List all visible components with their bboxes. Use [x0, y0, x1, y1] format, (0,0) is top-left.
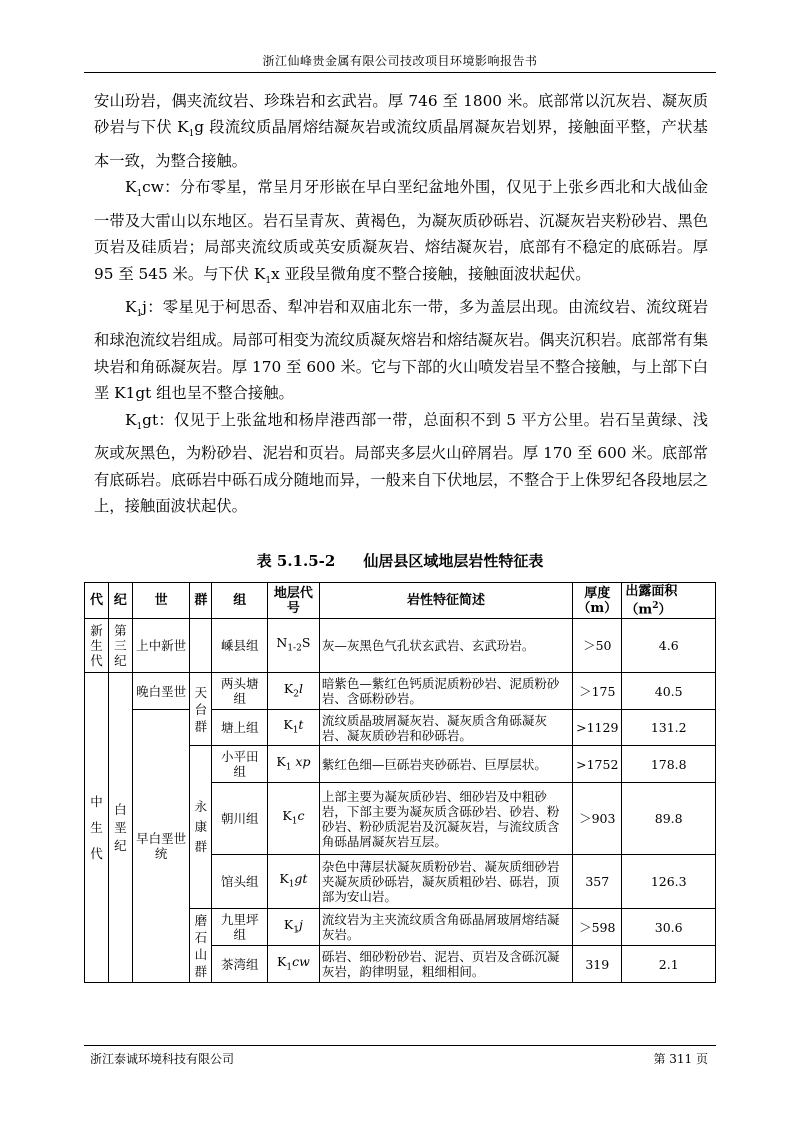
formation-area: 89.8: [622, 783, 716, 855]
formation-code: $K_1j$: [267, 909, 319, 946]
formation-area: 40.5: [622, 673, 716, 710]
formation-code: $K_1cw$: [267, 946, 319, 983]
formation-area: 30.6: [622, 909, 716, 946]
formation-name: 朝川组: [212, 783, 268, 855]
group-tiantai: 天台群: [190, 673, 212, 746]
formation-thickness: 319: [573, 946, 622, 983]
paragraph: $K_1j$：零星见于柯思岙、犁冲岩和双庙北东一带，多为盖层出现。由流纹岩、流纹斑岩和球泡流纹岩组成。局部可相变为流纹质凝灰熔岩和熔结凝灰岩。偶夹沉积岩。底部常有集块岩和角砾凝灰岩。厚 170 至 600 米。它与下部的火山喷发岩呈不整合接触，与上部下白垩 K1gt 组也呈不整合接触。: [94, 297, 708, 403]
era-mesozoic: 中生代: [85, 673, 109, 983]
period-cretaceous: 白垩纪: [108, 673, 132, 983]
formation-code: $K_1t$: [267, 710, 319, 746]
formation-description: 流纹质晶玻屑凝灰岩、凝灰质含角砾凝灰岩、凝灰质砂岩和砂砾岩。: [319, 710, 572, 746]
group-moshishan: 磨石山群: [190, 909, 212, 983]
group-empty: [190, 619, 212, 673]
formation-description: 灰—灰黑色气孔状玄武岩、玄武玢岩。: [319, 619, 572, 673]
paragraph: $K_1cw$：分布零星，常呈月牙形嵌在早白垩纪盆地外围，仅见于上张乡西北和大战仙金一带及大雷山以东地区。岩石呈青灰、黄褐色，为凝灰质砂砾岩、沉凝灰岩夹粉砂岩、黑色页岩及硅质岩；局部夹流纹质或英安质凝灰岩、熔结凝灰岩，底部有不稳定的底砾岩。厚 95 至 545 米。与下伏 $K_1x$ 亚段呈微角度不整合接触，接触面波状起伏。: [94, 178, 708, 286]
table-caption-title: 仙居县区域地层岩性特征表: [363, 552, 544, 570]
formation-code: $K_1gt$: [267, 855, 319, 909]
formation-name: 塘上组: [212, 710, 268, 746]
table-header-row: [85, 583, 716, 619]
formation-description: 砾岩、细砂粉砂岩、泥岩、页岩及含砾沉凝灰岩，韵律明显，粗细相间。: [319, 946, 572, 983]
body-text: [94, 88, 708, 519]
formation-area: 178.8: [622, 746, 716, 783]
header-desc: 岩性特征简述: [319, 583, 572, 619]
formation-area: 131.2: [622, 710, 716, 746]
table-caption: [84, 550, 716, 571]
formation-description: 杂色中薄层状凝灰质粉砂岩、凝灰质细砂岩夹凝灰质砂砾岩，凝灰质粗砂岩、砾岩，顶部为安山岩。: [319, 855, 572, 909]
formation-code: $K_2l$: [267, 673, 319, 710]
formation-thickness: ＞598: [573, 909, 622, 946]
header-ji: 纪: [108, 583, 132, 619]
formation-description: 紫红色细—巨砾岩夹砂砾岩、巨厚层状。: [319, 746, 572, 783]
footer-company: 浙江泰诚环境科技有限公司: [90, 1052, 235, 1066]
page-number: 第 311 页: [653, 1052, 708, 1066]
paragraph: 安山玢岩，偶夹流纹岩、珍珠岩和玄武岩。厚 746 至 1800 米。底部常以沉灰岩、凝灰质砂岩与下伏 $K_1g$ 段流纹质晶屑熔结凝灰岩或流纹质晶屑凝灰岩划界，接触面平整，产状基本一致，为整合接触。: [94, 92, 708, 170]
formation-name: 九里坪组: [212, 909, 268, 946]
formation-area: 2.1: [622, 946, 716, 983]
header-shi: 世: [132, 583, 190, 619]
period-tertiary: 第三纪: [108, 619, 132, 673]
formation-code: $K_1c$: [267, 783, 319, 855]
header-qun: 群: [190, 583, 212, 619]
formation-thickness: ＞903: [573, 783, 622, 855]
header-divider: [84, 72, 716, 73]
header-dai: 代: [85, 583, 109, 619]
epoch-early-cretaceous: 早白垩世统: [132, 710, 190, 983]
strata-table: [84, 582, 716, 983]
epoch-late-cretaceous: 晚白垩世: [132, 673, 190, 710]
header-area: 出露面积$(m^2)$: [622, 583, 716, 619]
formation-thickness: >1129: [573, 710, 622, 746]
table-row: [85, 619, 716, 673]
formation-code: $N_{1-2}S$: [267, 619, 319, 673]
formation-thickness: >1752: [573, 746, 622, 783]
formation-name: 馆头组: [212, 855, 268, 909]
page-header: 浙江仙峰贵金属有限公司技改项目环境影响报告书: [262, 54, 538, 68]
formation-name: 小平田组: [212, 746, 268, 783]
formation-description: 流纹岩为主夹流纹质含角砾晶屑玻屑熔结凝灰岩。: [319, 909, 572, 946]
paragraph: $K_1gt$：仅见于上张盆地和杨岸港西部一带，总面积不到 5 平方公里。岩石呈黄绿、浅灰或灰黑色，为粉砂岩、泥岩和页岩。局部夹多层火山碎屑岩。厚 170 至 600 米。底部常有底砾岩。底砾岩中砾石成分随地而异，一般来自下伏地层，不整合于上侏罗纪各段地层之上，接触面波状起伏。: [94, 410, 708, 515]
formation-thickness: ＞50: [573, 619, 622, 673]
table-row: [85, 710, 716, 746]
header-thickness: 厚度（m）: [573, 583, 622, 619]
table-caption-number: 表 5.1.5-2: [256, 552, 336, 570]
formation-area: 4.6: [622, 619, 716, 673]
formation-code: $K_1$ xp: [267, 746, 319, 783]
formation-name: 茶湾组: [212, 946, 268, 983]
formation-name: 两头塘组: [212, 673, 268, 710]
table-row: [85, 673, 716, 710]
formation-area: 126.3: [622, 855, 716, 909]
formation-thickness: 357: [573, 855, 622, 909]
formation-description: 上部主要为凝灰质砂岩、细砂岩及中粗砂岩，下部主要为凝灰质含砾砂岩、砂岩、粉砂岩、粉砂质泥岩及沉凝灰岩，与流纹质含角砾晶屑凝灰岩互层。: [319, 783, 572, 855]
formation-description: 暗紫色—紫红色钙质泥质粉砂岩、泥质粉砂岩、含砾粉砂岩。: [319, 673, 572, 710]
era-cenozoic: 新生代: [85, 619, 109, 673]
footer-divider: [84, 1045, 716, 1046]
group-yongkang: 永康群: [190, 746, 212, 909]
header-code: 地层代号: [267, 583, 319, 619]
formation-name: 嵊县组: [212, 619, 268, 673]
epoch-upper-miocene: 上中新世: [132, 619, 190, 673]
formation-thickness: ＞175: [573, 673, 622, 710]
header-zu: 组: [212, 583, 268, 619]
